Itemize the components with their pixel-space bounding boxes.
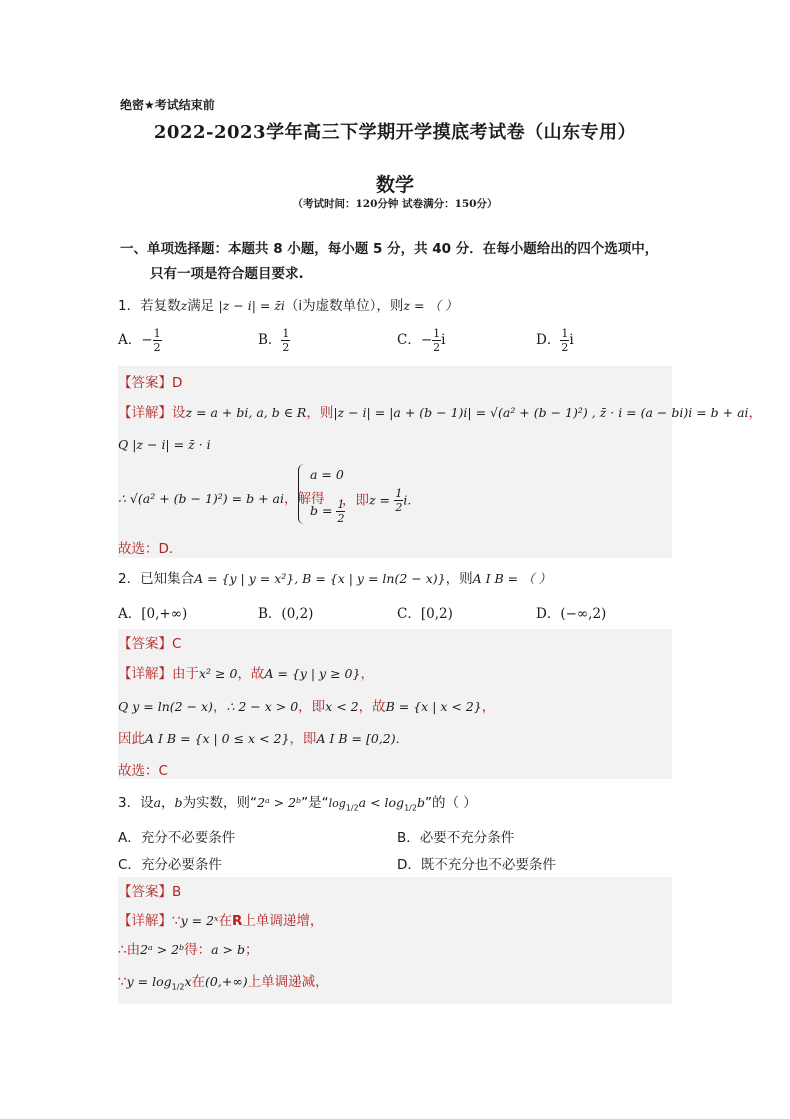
question-3-detail-line2: ∴由2ᵃ > 2ᵇ得：a > b； — [118, 942, 259, 958]
subject-title: 数学 — [375, 174, 414, 196]
question-2-stem: 2．已知集合A = {y | y = x²}, B = {x | y = ln(2 − x)}，则A I B = （ ） — [118, 571, 552, 587]
question-2-detail-line2: Q y = ln(2 − x)，∴ 2 − x > 0，即x < 2，故B = {x | x < 2}， — [118, 699, 496, 715]
system-eq-a: a = 0 — [310, 467, 344, 482]
question-2-conclusion: 故选：C — [118, 763, 168, 779]
question-3-option-c[interactable]: C．充分必要条件 — [118, 857, 222, 873]
question-1-detail-line2: Q |z − i| = z̄ · i — [118, 437, 211, 452]
question-2-option-a[interactable]: A．[0,+∞) — [118, 606, 188, 622]
question-1-option-d[interactable]: D． $\frac{1}{2}$ i — [536, 327, 574, 354]
question-2-detail-line1: 【详解】由于x² ≥ 0，故A = {y | y ≥ 0}， — [118, 666, 374, 682]
question-1-conclusion: 故选：D. — [118, 541, 174, 557]
question-3-detail-line1: 【详解】∵y = 2ˣ在R上单调递增， — [118, 913, 324, 929]
question-3-answer: 【答案】B — [118, 884, 182, 900]
exam-title: 2022-2023学年高三下学期开学摸底考试卷（山东专用） — [153, 122, 637, 143]
question-3-stem: 3．设a，b为实数，则“2ᵃ > 2ᵇ”是“$\log_{1/2}a < \log_{1/2}b$”的（ ） — [118, 795, 477, 813]
question-1-detail-line1: 【详解】设z = a + bi, a, b ∈ R，则|z − i| = |a + (b − 1)i| = √(a² + (b − 1)²) , z̄ · i = (a − bi)i = b + ai， — [118, 405, 763, 421]
question-3-detail-line3: ∵y = $\log_{1/2}x$在(0,+∞)上单调递减， — [118, 974, 329, 992]
question-2-option-c[interactable]: C．[0,2) — [397, 606, 453, 622]
question-1-answer: 【答案】D — [118, 375, 183, 391]
question-2-option-b[interactable]: B．(0,2) — [258, 606, 314, 622]
question-1-stem: 1．若复数z满足 |z − i| = z̄i（i为虚数单位），则z = （ ） — [118, 298, 458, 314]
question-3-option-d[interactable]: D．既不充分也不必要条件 — [397, 857, 556, 873]
confidential-label: 绝密★考试结束前 — [120, 98, 215, 112]
question-1-option-b[interactable]: B． $\frac{1}{2}$ — [258, 327, 290, 354]
question-2-detail-line3: 因此A I B = {x | 0 ≤ x < 2}，即A I B = [0,2). — [118, 731, 400, 747]
question-3-option-a[interactable]: A．充分不必要条件 — [118, 830, 236, 846]
section-heading-line2: 只有一项是符合题目要求. — [150, 266, 304, 282]
question-1-option-a[interactable]: A．− $\frac{1}{2}$ — [118, 327, 161, 354]
question-3-option-b[interactable]: B．必要不充分条件 — [397, 830, 515, 846]
question-1-option-c[interactable]: C．− $\frac{1}{2}$ i — [397, 327, 446, 354]
question-2-option-d[interactable]: D．(−∞,2) — [536, 606, 607, 622]
question-1-detail-line3: ∴ √(a² + (b − 1)²) = b + ai，解得 — [118, 491, 325, 507]
question-2-answer: 【答案】C — [118, 636, 182, 652]
time-info: （考试时间：120分钟 试卷满分：150分） — [292, 198, 498, 210]
section-heading-line1: 一、单项选择题：本题共 8 小题，每小题 5 分，共 40 分．在每小题给出的四个选项中， — [120, 241, 659, 257]
question-1-result: ，即z = $\frac{1}{2}$ i. — [342, 487, 412, 514]
system-eq-b: b = $\frac{1}{2}$ — [310, 498, 345, 525]
question-1-answer-box — [118, 366, 672, 558]
